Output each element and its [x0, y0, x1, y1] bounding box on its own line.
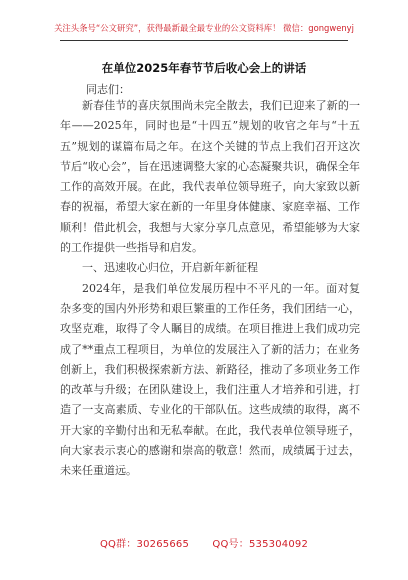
body-paragraph: 新春佳节的喜庆氛围尚未完全散去，我们已迎来了新的一年——2025年，同时也是“十四五”规划的收官之年与“十五五”规划的谋篇布局之年。在这个关键的节点上我们召开这次节后“收心会”，旨在迅速调整大家的心态凝聚共识，确保全年工作的高效开展。在此，我代表单位领导班子，向大家致以新春的祝福，希望大家在新的一年里身体健康、家庭幸福、工作顺利！借此机会，我想与大家分享几点意见，希望能够为大家的工作提供一些指导和启发。 — [60, 99, 360, 255]
body-paragraph: 2024年，是我们单位发展历程中不平凡的一年。面对复杂多变的国内外形势和艰巨繁重的工作任务，我们团结一心，攻坚克难，取得了令人瞩目的成绩。在项目推进上我们成功完成了**重点工程项目，为单位的发展注入了新的活力；在业务创新上，我们积极探索新方法、新路径，推动了多项业务工作的改革与升级；在团队建设上，我们注重人才培养和引进，打造了一支高素质、专业化的干部队伍。这些成绩的取得，离不开大家的辛勤付出和无私奉献。在此，我代表单位领导班子，向大家表示衷心的感谢和崇高的敬意！然而，成绩属于过去，未来任重道远。 — [60, 281, 360, 478]
salutation: 同志们： — [86, 83, 130, 96]
header-divider — [60, 40, 348, 41]
header-promo-note: 关注头条号“公文研究”，获得最新最全最专业的公文资料库！ 微信：gongwenyj — [54, 23, 354, 33]
document-body — [60, 96, 360, 482]
footer-qq-number: QQ号：535304092 — [212, 539, 309, 550]
document-title: 在单位2025年春节节后收心会上的讲话 — [101, 61, 307, 75]
footer-contact — [0, 535, 408, 550]
section-heading: 一、迅速收心归位，开启新年新征程 — [82, 261, 258, 275]
footer-qq-group: QQ群：30265665 — [99, 539, 190, 550]
